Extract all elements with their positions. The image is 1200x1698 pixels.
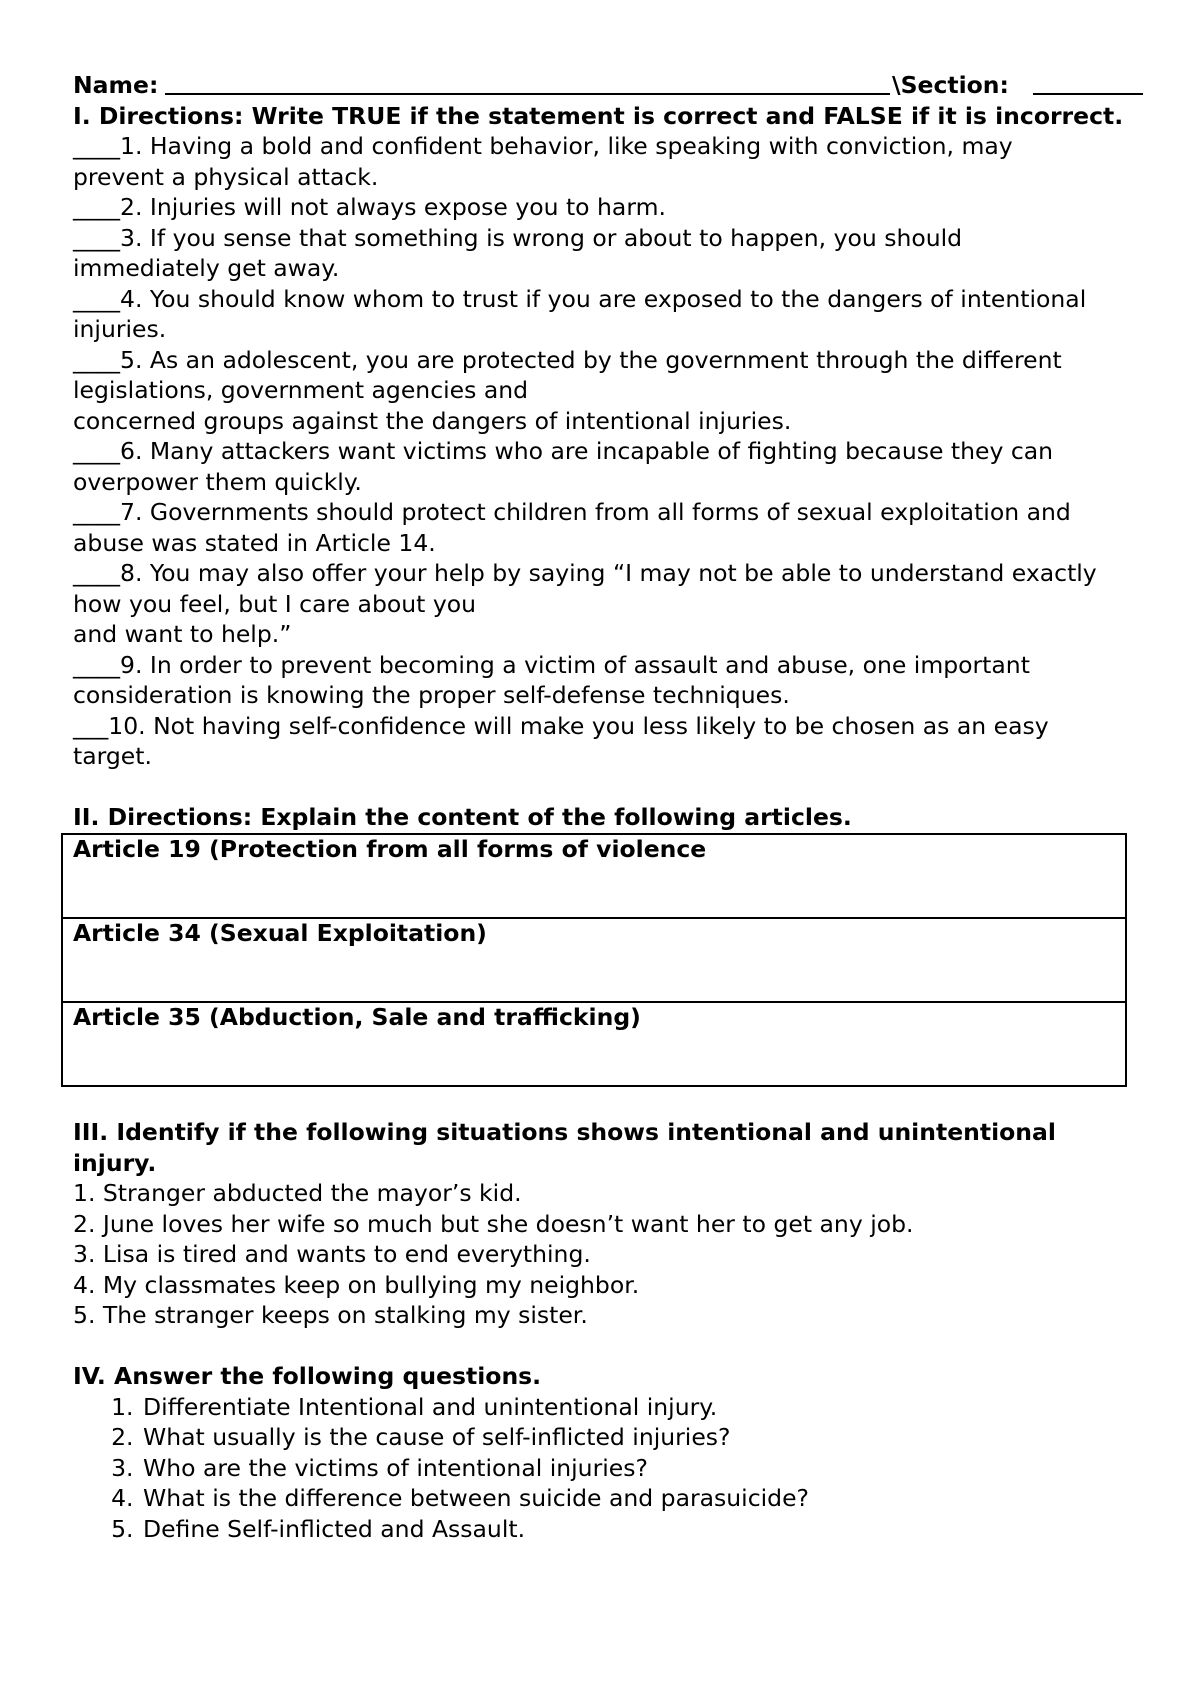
list-item: 2. What usually is the cause of self-inflicted injuries?: [141, 1422, 1143, 1453]
true-false-item: [73, 711, 1143, 772]
true-false-item: [73, 223, 1143, 284]
list-item: 3. Lisa is tired and wants to end everything.: [73, 1240, 591, 1268]
article-34-cell: Article 34 (Sexual Exploitation): [62, 918, 1126, 1002]
true-false-item: [73, 284, 1143, 345]
item-text: and want to help.”: [73, 620, 292, 648]
true-false-item: [73, 497, 1143, 558]
article-19-cell: Article 19 (Protection from all forms of violence: [62, 834, 1126, 918]
list-item: 4. My classmates keep on bullying my neighbor.: [73, 1270, 640, 1299]
table-row: [62, 918, 1126, 1002]
header-row: [73, 70, 1143, 101]
part3-directions: III. Identify if the following situations shows intentional and unintentional injury.: [73, 1118, 1056, 1177]
item-text: injuries.: [73, 315, 167, 343]
answer-blank: ____: [73, 284, 120, 313]
true-false-item: [73, 345, 1143, 437]
item-text: legislations, government agencies and: [73, 376, 529, 404]
list-item: 2. June loves her wife so much but she doesn’t want her to get any job.: [73, 1209, 914, 1238]
item-text: abuse was stated in Article 14.: [73, 528, 436, 557]
item-text: target.: [73, 742, 152, 770]
answer-blank: ____: [73, 193, 120, 221]
section-blank-line: [1033, 93, 1143, 95]
answer-blank: ____: [73, 345, 120, 374]
item-text: 3. If you sense that something is wrong or about to happen, you should: [120, 223, 963, 252]
item-text: prevent a physical attack.: [73, 162, 379, 191]
item-text: 5. As an adolescent, you are protected by the government through the different: [120, 345, 1062, 374]
list-item: 3. Who are the victims of intentional injuries?: [141, 1453, 1143, 1484]
table-row: [62, 1002, 1126, 1086]
item-text: overpower them quickly.: [73, 467, 362, 496]
answer-blank: ____: [73, 437, 120, 465]
item-text: concerned groups against the dangers of intentional injuries.: [73, 406, 792, 435]
name-blank-line: [165, 93, 890, 95]
answer-blank: ____: [73, 650, 120, 679]
spacer: [73, 1331, 1143, 1362]
list-item: 1. Differentiate Intentional and unintentional injury.: [141, 1392, 1143, 1423]
worksheet: [73, 70, 1143, 1544]
list-item: 5. Define Self-inflicted and Assault.: [141, 1514, 1143, 1545]
item-text: immediately get away.: [73, 254, 340, 282]
item-text: 7. Governments should protect children from all forms of sexual exploitation and: [120, 498, 1071, 526]
true-false-item: [73, 192, 1143, 223]
spacer: [73, 772, 1143, 803]
section-label: \Section:: [892, 71, 1009, 99]
answer-blank: ____: [73, 559, 120, 587]
spacer: [73, 1087, 1143, 1118]
item-text: 10. Not having self-confidence will make you less likely to be chosen as an easy: [108, 711, 1049, 740]
answer-blank: ____: [73, 132, 120, 160]
true-false-item: [73, 650, 1143, 711]
list-item: 4. What is the difference between suicide and parasuicide?: [141, 1483, 1143, 1514]
item-text: 4. You should know whom to trust if you are exposed to the dangers of intentional: [120, 284, 1087, 313]
true-false-item: [73, 558, 1143, 650]
part4-questions: [73, 1392, 1143, 1545]
table-row: [62, 834, 1126, 918]
part3-items: [73, 1178, 1143, 1331]
part1-directions: I. Directions: Write TRUE if the statement is correct and FALSE if it is incorrect.: [73, 101, 1124, 130]
true-false-item: [73, 436, 1143, 497]
name-label: Name:: [73, 71, 159, 99]
item-text: 8. You may also offer your help by saying “I may not be able to understand exactly: [120, 559, 1097, 587]
answer-blank: ____: [73, 498, 120, 526]
answer-blank: ____: [73, 223, 120, 252]
item-text: 1. Having a bold and confident behavior, like speaking with conviction, may: [120, 132, 1013, 160]
part4-directions: IV. Answer the following questions.: [73, 1362, 542, 1390]
item-text: 9. In order to prevent becoming a victim of assault and abuse, one important: [120, 650, 1030, 679]
part2-directions: II. Directions: Explain the content of the following articles.: [73, 803, 852, 831]
item-text: 6. Many attackers want victims who are incapable of fighting because they can: [120, 437, 1054, 465]
answer-blank: ___: [73, 711, 109, 740]
item-text: how you feel, but I care about you: [73, 589, 477, 618]
true-false-item: [73, 131, 1143, 192]
item-text: 2. Injuries will not always expose you to harm.: [120, 193, 666, 221]
list-item: 5. The stranger keeps on stalking my sister.: [73, 1301, 588, 1329]
articles-table: [61, 833, 1127, 1087]
list-item: 1. Stranger abducted the mayor’s kid.: [73, 1179, 522, 1207]
item-text: consideration is knowing the proper self-defense techniques.: [73, 681, 790, 709]
article-35-cell: Article 35 (Abduction, Sale and trafficking): [62, 1002, 1126, 1086]
part1-items: [73, 131, 1143, 772]
